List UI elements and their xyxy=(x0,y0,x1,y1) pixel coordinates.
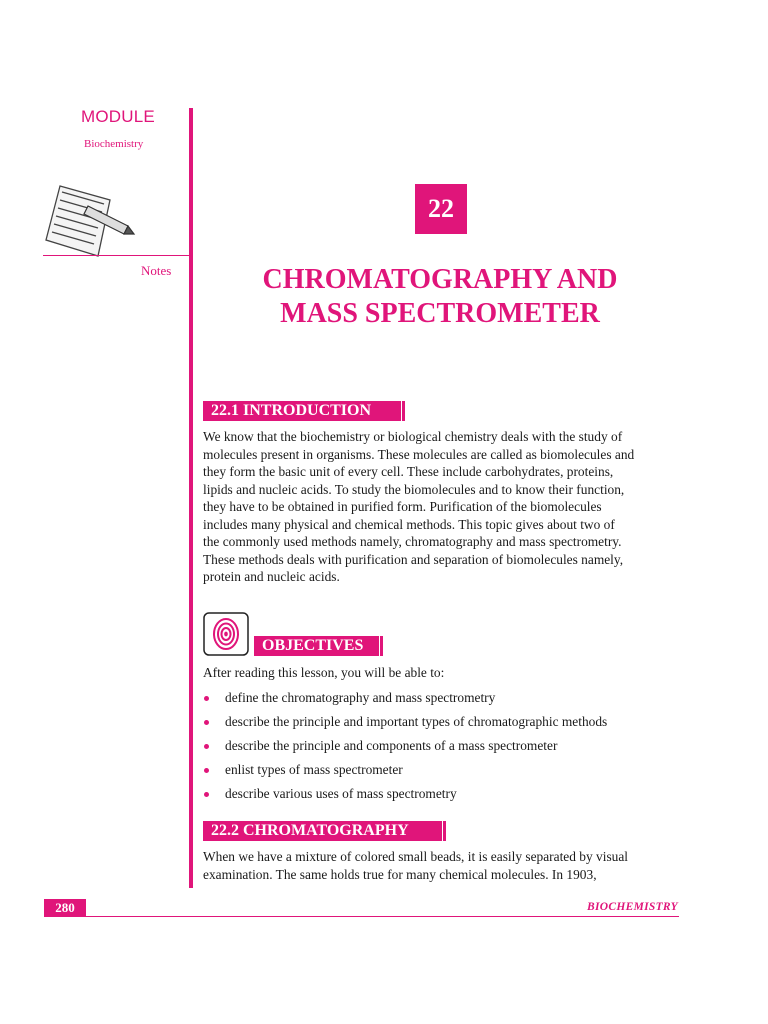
objectives-heading-text: OBJECTIVES xyxy=(262,637,364,654)
intro-line: the commonly used methods namely, chromatography and mass spectrometry. xyxy=(203,534,622,549)
intro-line: We know that the biochemistry or biological chemistry deals with the study of xyxy=(203,429,623,444)
objective-text: describe various uses of mass spectrometry xyxy=(225,786,457,801)
intro-paragraph xyxy=(203,428,677,586)
chromatography-paragraph xyxy=(203,848,677,883)
footer-rule xyxy=(86,916,679,917)
list-item xyxy=(203,710,679,734)
page-number: 280 xyxy=(44,899,86,917)
notes-rule xyxy=(43,255,190,256)
bullet-dot xyxy=(204,720,209,725)
objective-text: define the chromatography and mass spectrometry xyxy=(225,690,496,705)
intro-heading xyxy=(203,401,401,421)
list-item xyxy=(203,734,679,758)
chapter-title xyxy=(200,263,680,331)
objective-text: describe the principle and important types of chromatographic methods xyxy=(225,714,608,729)
chapter-title-line1: CHROMATOGRAPHY AND xyxy=(262,264,618,295)
intro-line: protein and nucleic acids. xyxy=(203,569,340,584)
chromatography-heading-text: 22.2 CHROMATOGRAPHY xyxy=(211,822,409,839)
objective-text: describe the principle and components of a mass spectrometer xyxy=(225,738,558,753)
intro-heading-text: 22.1 INTRODUCTION xyxy=(211,402,372,419)
list-item xyxy=(203,758,679,782)
intro-line: they form the basic unit of every cell. These include carbohydrates, proteins, xyxy=(203,464,614,479)
chapter-title-line2: MASS SPECTROMETER xyxy=(280,298,600,329)
objectives-heading xyxy=(254,636,379,656)
bullet-dot xyxy=(204,792,209,797)
chromatography-line: When we have a mixture of colored small beads, it is easily separated by visual xyxy=(203,849,629,864)
module-subject: Biochemistry xyxy=(84,138,144,150)
bullet-dot xyxy=(204,768,209,773)
margin-bar xyxy=(189,108,193,888)
intro-line: molecules present in organisms. These molecules are called as biomolecules and xyxy=(203,446,635,462)
chromatography-heading xyxy=(203,821,442,841)
objectives-list xyxy=(203,686,679,806)
objectives-lead: After reading this lesson, you will be able to: xyxy=(203,665,445,680)
target-icon xyxy=(203,612,249,656)
footer-brand: BIOCHEMISTRY xyxy=(587,901,678,913)
chapter-number: 22 xyxy=(415,184,467,234)
chromatography-line: examination. The same holds true for many chemical molecules. In 1903, xyxy=(203,866,597,882)
objective-text: enlist types of mass spectrometer xyxy=(225,762,403,777)
module-label: MODULE xyxy=(81,107,155,126)
intro-line: they have to be obtained in purified form. Purification of the biomolecules xyxy=(203,499,602,514)
intro-line: lipids and nucleic acids. To study the biomolecules and to know their function, xyxy=(203,481,625,497)
bullet-dot xyxy=(204,744,209,749)
bullet-dot xyxy=(204,696,209,701)
notes-label: Notes xyxy=(141,263,172,278)
list-item xyxy=(203,686,679,710)
intro-line: These methods deals with purification and separation of biomolecules namely, xyxy=(203,551,624,567)
list-item xyxy=(203,782,679,806)
notepad-pencil-icon xyxy=(40,178,140,258)
intro-line: includes many physical and chemical methods. This topic gives about two of xyxy=(203,516,615,532)
